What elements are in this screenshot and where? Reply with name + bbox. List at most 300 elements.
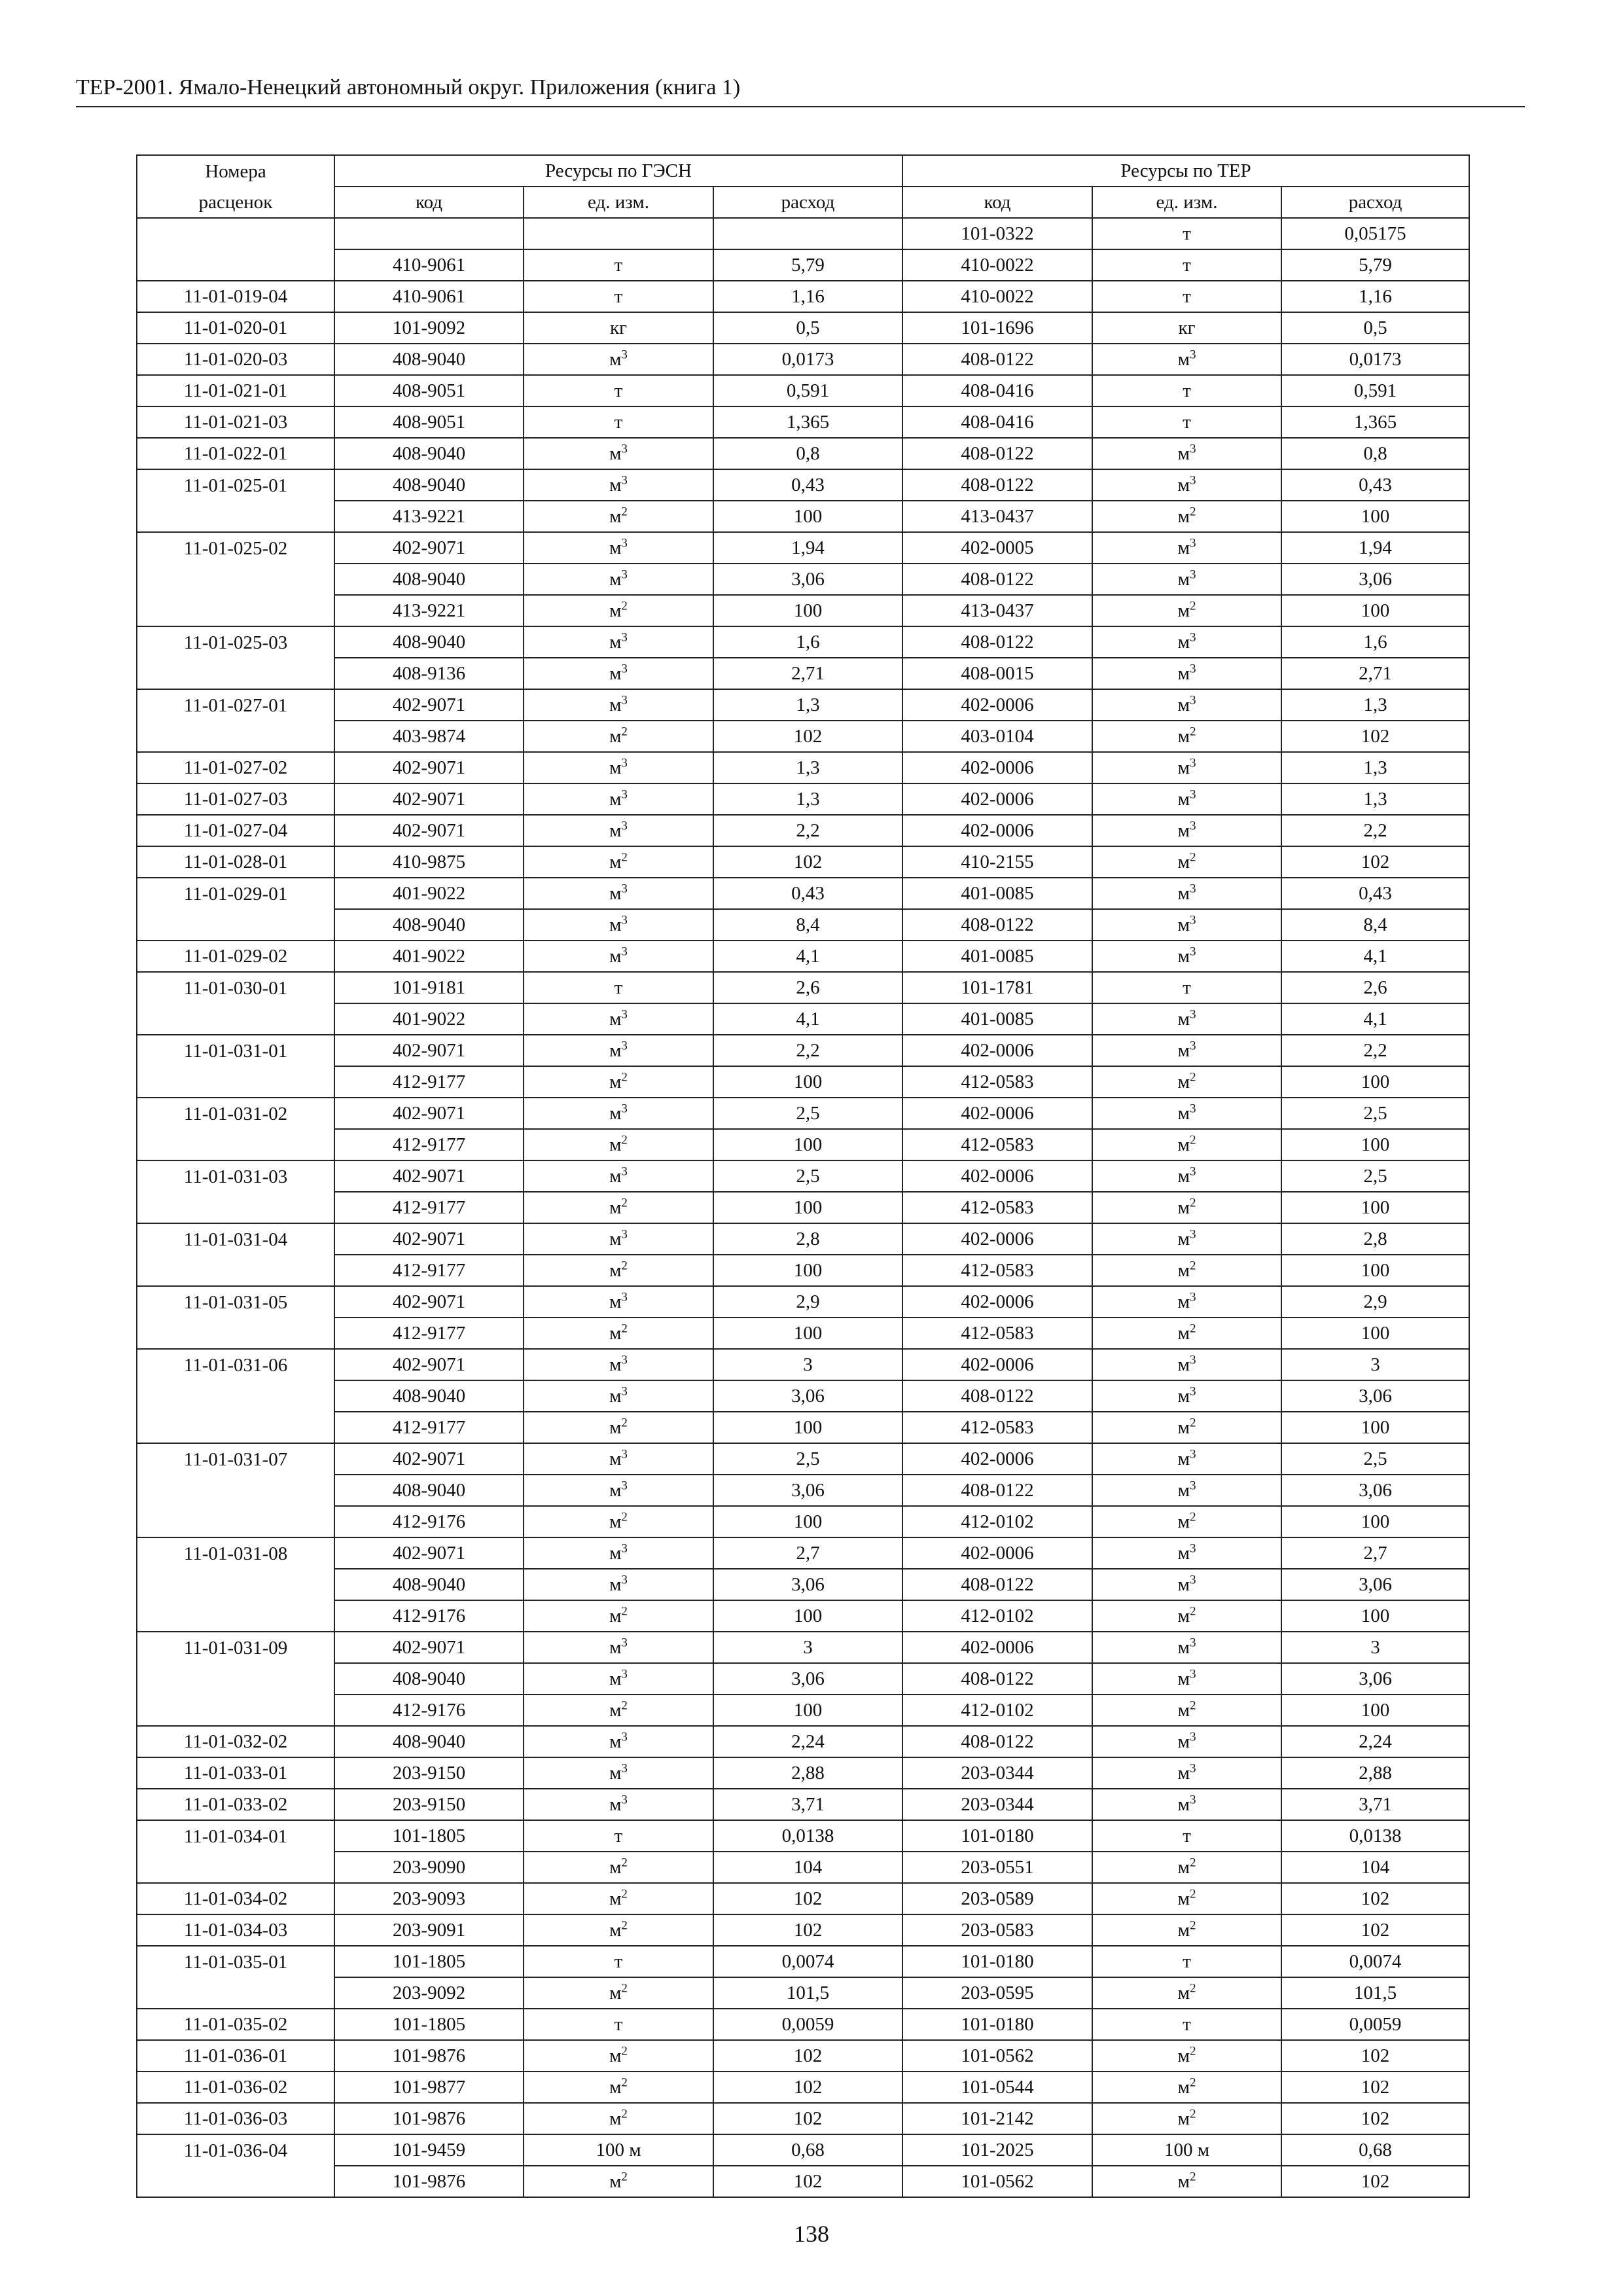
- gesn-code-cell: 402-9071: [334, 752, 524, 783]
- ter-consumption-cell: 5,79: [1281, 249, 1469, 281]
- table-row: [137, 469, 1469, 501]
- gesn-code-cell: 402-9071: [334, 783, 524, 815]
- ter-code-cell: 203-0595: [902, 1977, 1092, 2009]
- ter-unit-cell: $м^3$: [1092, 1160, 1281, 1192]
- ter-unit-cell: $м^3$: [1092, 1098, 1281, 1129]
- gesn-code-cell: 410-9061: [334, 281, 524, 312]
- table-row: [137, 1160, 1469, 1192]
- ter-consumption-cell: 100: [1281, 1600, 1469, 1632]
- ter-unit-cell: $м^3$: [1092, 438, 1281, 469]
- ter-code-cell: 101-0544: [902, 2072, 1092, 2103]
- gesn-code-cell: 408-9040: [334, 1475, 524, 1506]
- ter-code-cell: 401-0085: [902, 1003, 1092, 1035]
- gesn-unit-cell: т: [524, 375, 713, 406]
- gesn-unit-cell: $м^2$: [524, 2166, 713, 2197]
- ter-consumption-cell: 100: [1281, 1255, 1469, 1286]
- gesn-code-cell: 412-9177: [334, 1412, 524, 1443]
- ter-consumption-cell: 100: [1281, 1192, 1469, 1223]
- ter-unit-cell: т: [1092, 1820, 1281, 1852]
- table-row: [137, 595, 1469, 626]
- ter-consumption-cell: 0,5: [1281, 312, 1469, 344]
- table-row: [137, 1349, 1469, 1380]
- ter-consumption-cell: 1,365: [1281, 406, 1469, 438]
- table-row: [137, 783, 1469, 815]
- ter-unit-cell: $м^3$: [1092, 1757, 1281, 1789]
- ter-unit-cell: $м^2$: [1092, 2103, 1281, 2134]
- ter-code-cell: 413-0437: [902, 595, 1092, 626]
- gesn-code-cell: 408-9040: [334, 1726, 524, 1757]
- ter-code-cell: 402-0006: [902, 752, 1092, 783]
- table-row: [137, 1129, 1469, 1160]
- ter-unit-cell: $м^2$: [1092, 2166, 1281, 2197]
- ter-unit-cell: $м^2$: [1092, 721, 1281, 752]
- gesn-consumption-cell: 2,7: [713, 1537, 902, 1569]
- table-row: [137, 1223, 1469, 1255]
- ter-code-cell: 101-0322: [902, 218, 1092, 249]
- ter-unit-cell: $м^2$: [1092, 501, 1281, 532]
- table-row: [137, 1443, 1469, 1475]
- gesn-consumption-cell: 3: [713, 1349, 902, 1380]
- ter-consumption-cell: 3,06: [1281, 1569, 1469, 1600]
- ter-consumption-cell: 104: [1281, 1852, 1469, 1883]
- gesn-unit-cell: $м^2$: [524, 2072, 713, 2103]
- gesn-code-cell: 402-9071: [334, 1160, 524, 1192]
- ter-code-cell: 101-0180: [902, 2009, 1092, 2040]
- ter-unit-cell: $м^2$: [1092, 1129, 1281, 1160]
- ter-consumption-cell: 100: [1281, 1695, 1469, 1726]
- ter-unit-cell: $м^2$: [1092, 2072, 1281, 2103]
- rate-number-cell: 11-01-025-01: [137, 469, 334, 501]
- gesn-unit-cell: т: [524, 406, 713, 438]
- rate-number-cell: 11-01-027-02: [137, 752, 334, 783]
- gesn-code-cell: 412-9177: [334, 1255, 524, 1286]
- ter-code-cell: 402-0006: [902, 689, 1092, 721]
- gesn-consumption-cell: 100: [713, 1600, 902, 1632]
- gesn-consumption-cell: 1,3: [713, 752, 902, 783]
- ter-consumption-cell: 102: [1281, 1883, 1469, 1914]
- gesn-unit-cell: $м^2$: [524, 2103, 713, 2134]
- gesn-code-cell: 101-9876: [334, 2040, 524, 2072]
- gesn-consumption-cell: 4,1: [713, 941, 902, 972]
- gesn-unit-cell: $м^3$: [524, 1380, 713, 1412]
- table-row: [137, 406, 1469, 438]
- ter-consumption-cell: 0,0059: [1281, 2009, 1469, 2040]
- rate-number-cell: [137, 1663, 334, 1695]
- gesn-consumption-cell: 100: [713, 595, 902, 626]
- gesn-unit-cell: $м^3$: [524, 344, 713, 375]
- gesn-unit-cell: $м^3$: [524, 878, 713, 909]
- gesn-code-cell: 101-9876: [334, 2103, 524, 2134]
- ter-unit-cell: $м^3$: [1092, 752, 1281, 783]
- gesn-unit-cell: $м^2$: [524, 1506, 713, 1537]
- ter-unit-cell: кг: [1092, 312, 1281, 344]
- rate-number-cell: 11-01-028-01: [137, 846, 334, 878]
- gesn-consumption-cell: 0,43: [713, 878, 902, 909]
- gesn-unit-cell: $м^3$: [524, 1757, 713, 1789]
- rate-number-cell: 11-01-021-03: [137, 406, 334, 438]
- ter-consumption-cell: 2,8: [1281, 1223, 1469, 1255]
- gesn-code-cell: 402-9071: [334, 1035, 524, 1066]
- ter-unit-cell: $м^3$: [1092, 1035, 1281, 1066]
- rate-number-cell: 11-01-022-01: [137, 438, 334, 469]
- rate-number-cell: 11-01-031-08: [137, 1537, 334, 1569]
- ter-code-cell: 101-1781: [902, 972, 1092, 1003]
- gesn-unit-cell: [524, 218, 713, 249]
- table-row: [137, 1695, 1469, 1726]
- ter-unit-cell: 100 м: [1092, 2134, 1281, 2166]
- gesn-unit-cell: $м^2$: [524, 595, 713, 626]
- gesn-consumption-cell: 102: [713, 721, 902, 752]
- table-row: [137, 375, 1469, 406]
- gesn-consumption-cell: 2,6: [713, 972, 902, 1003]
- ter-consumption-cell: 8,4: [1281, 909, 1469, 941]
- rate-number-cell: [137, 2166, 334, 2197]
- table-row: [137, 815, 1469, 846]
- gesn-unit-cell: $м^2$: [524, 1066, 713, 1098]
- gesn-consumption-cell: 3: [713, 1632, 902, 1663]
- table-row: [137, 218, 1469, 249]
- rate-number-cell: [137, 1852, 334, 1883]
- ter-code-cell: 412-0583: [902, 1066, 1092, 1098]
- gesn-code-cell: 203-9092: [334, 1977, 524, 2009]
- gesn-unit-cell: т: [524, 249, 713, 281]
- table-row: [137, 501, 1469, 532]
- gesn-unit-cell: $м^3$: [524, 1789, 713, 1820]
- ter-consumption-cell: 102: [1281, 721, 1469, 752]
- gesn-consumption-cell: 0,5: [713, 312, 902, 344]
- gesn-consumption-cell: 104: [713, 1852, 902, 1883]
- ter-code-cell: 101-0180: [902, 1820, 1092, 1852]
- ter-code-cell: 402-0006: [902, 783, 1092, 815]
- gesn-unit-cell: $м^2$: [524, 1695, 713, 1726]
- ter-code-cell: 101-0562: [902, 2166, 1092, 2197]
- ter-unit-cell: $м^3$: [1092, 532, 1281, 564]
- ter-consumption-cell: 102: [1281, 1914, 1469, 1946]
- table-row: [137, 2103, 1469, 2134]
- gesn-code-cell: 412-9176: [334, 1695, 524, 1726]
- rate-number-cell: 11-01-029-02: [137, 941, 334, 972]
- table-row: [137, 1663, 1469, 1695]
- ter-code-cell: 203-0551: [902, 1852, 1092, 1883]
- ter-code-cell: 402-0006: [902, 1286, 1092, 1318]
- gesn-unit-cell: $м^2$: [524, 1852, 713, 1883]
- gesn-consumption-cell: 2,9: [713, 1286, 902, 1318]
- ter-unit-cell: $м^2$: [1092, 1066, 1281, 1098]
- gesn-unit-cell: т: [524, 1820, 713, 1852]
- gesn-consumption-cell: 0,0173: [713, 344, 902, 375]
- gesn-consumption-cell: 0,0138: [713, 1820, 902, 1852]
- gesn-unit-cell: $м^3$: [524, 438, 713, 469]
- gesn-code-cell: 402-9071: [334, 1632, 524, 1663]
- table-row: [137, 2166, 1469, 2197]
- rate-number-cell: 11-01-031-09: [137, 1632, 334, 1663]
- gesn-unit-cell: $м^3$: [524, 469, 713, 501]
- ter-consumption-cell: 0,8: [1281, 438, 1469, 469]
- ter-unit-cell: $м^2$: [1092, 1506, 1281, 1537]
- table-row: [137, 752, 1469, 783]
- table-row: [137, 1098, 1469, 1129]
- ter-code-cell: 203-0583: [902, 1914, 1092, 1946]
- ter-unit-cell: т: [1092, 1946, 1281, 1977]
- table-row: [137, 1726, 1469, 1757]
- gesn-unit-cell: $м^3$: [524, 909, 713, 941]
- ter-unit-cell: $м^3$: [1092, 1003, 1281, 1035]
- table-row: [137, 1883, 1469, 1914]
- ter-code-cell: 101-0180: [902, 1946, 1092, 1977]
- rate-number-cell: 11-01-031-05: [137, 1286, 334, 1318]
- ter-code-cell: 412-0583: [902, 1192, 1092, 1223]
- gesn-unit-cell: $м^3$: [524, 1223, 713, 1255]
- resources-table-container: [136, 154, 1469, 2198]
- ter-code-cell: 402-0006: [902, 1160, 1092, 1192]
- rate-number-cell: 11-01-031-06: [137, 1349, 334, 1380]
- gesn-code-cell: 412-9177: [334, 1066, 524, 1098]
- header-rate-numbers-line1: Номера: [137, 155, 334, 187]
- gesn-unit-cell: $м^3$: [524, 1003, 713, 1035]
- ter-consumption-cell: 100: [1281, 1129, 1469, 1160]
- gesn-consumption-cell: 1,3: [713, 689, 902, 721]
- ter-unit-cell: $м^3$: [1092, 1349, 1281, 1380]
- gesn-unit-cell: $м^2$: [524, 1412, 713, 1443]
- table-row: [137, 1632, 1469, 1663]
- ter-unit-cell: $м^3$: [1092, 564, 1281, 595]
- gesn-code-cell: 408-9040: [334, 909, 524, 941]
- ter-code-cell: 101-1696: [902, 312, 1092, 344]
- gesn-code-cell: 101-9092: [334, 312, 524, 344]
- ter-unit-cell: $м^3$: [1092, 1663, 1281, 1695]
- resources-table: [136, 154, 1470, 2198]
- ter-consumption-cell: 100: [1281, 595, 1469, 626]
- gesn-code-cell: 401-9022: [334, 941, 524, 972]
- gesn-code-cell: 412-9177: [334, 1129, 524, 1160]
- gesn-unit-cell: $м^2$: [524, 1977, 713, 2009]
- gesn-unit-cell: $м^2$: [524, 1129, 713, 1160]
- ter-consumption-cell: 3,06: [1281, 1380, 1469, 1412]
- gesn-consumption-cell: 100: [713, 1066, 902, 1098]
- ter-consumption-cell: 1,3: [1281, 783, 1469, 815]
- rate-number-cell: [137, 1977, 334, 2009]
- gesn-unit-cell: $м^3$: [524, 1160, 713, 1192]
- ter-consumption-cell: 4,1: [1281, 941, 1469, 972]
- ter-consumption-cell: 2,2: [1281, 815, 1469, 846]
- table-row: [137, 689, 1469, 721]
- ter-consumption-cell: 102: [1281, 2072, 1469, 2103]
- gesn-unit-cell: $м^2$: [524, 501, 713, 532]
- gesn-unit-cell: $м^3$: [524, 532, 713, 564]
- table-row: [137, 1286, 1469, 1318]
- ter-code-cell: 412-0583: [902, 1318, 1092, 1349]
- table-row: [137, 1380, 1469, 1412]
- ter-unit-cell: т: [1092, 375, 1281, 406]
- ter-consumption-cell: 0,05175: [1281, 218, 1469, 249]
- ter-code-cell: 402-0006: [902, 815, 1092, 846]
- gesn-unit-cell: $м^3$: [524, 815, 713, 846]
- gesn-code-cell: 410-9061: [334, 249, 524, 281]
- table-row: [137, 1035, 1469, 1066]
- ter-code-cell: 402-0006: [902, 1349, 1092, 1380]
- gesn-consumption-cell: 1,94: [713, 532, 902, 564]
- rate-number-cell: 11-01-029-01: [137, 878, 334, 909]
- ter-code-cell: 408-0122: [902, 469, 1092, 501]
- gesn-code-cell: 203-9093: [334, 1883, 524, 1914]
- gesn-code-cell: 408-9051: [334, 375, 524, 406]
- ter-code-cell: 402-0006: [902, 1223, 1092, 1255]
- table-row: [137, 1066, 1469, 1098]
- ter-code-cell: 402-0006: [902, 1632, 1092, 1663]
- gesn-consumption-cell: 3,71: [713, 1789, 902, 1820]
- table-row: [137, 1977, 1469, 2009]
- header-gesn-resources: Ресурсы по ГЭСН: [334, 155, 902, 187]
- gesn-code-cell: 408-9040: [334, 469, 524, 501]
- rate-number-cell: 11-01-036-04: [137, 2134, 334, 2166]
- gesn-unit-cell: $м^3$: [524, 1726, 713, 1757]
- gesn-consumption-cell: 0,68: [713, 2134, 902, 2166]
- gesn-consumption-cell: 0,591: [713, 375, 902, 406]
- ter-consumption-cell: 2,2: [1281, 1035, 1469, 1066]
- gesn-consumption-cell: 1,6: [713, 626, 902, 658]
- ter-consumption-cell: 0,0173: [1281, 344, 1469, 375]
- ter-unit-cell: $м^3$: [1092, 878, 1281, 909]
- gesn-code-cell: 408-9040: [334, 1663, 524, 1695]
- ter-consumption-cell: 3,06: [1281, 564, 1469, 595]
- ter-unit-cell: $м^2$: [1092, 1977, 1281, 2009]
- gesn-unit-cell: кг: [524, 312, 713, 344]
- gesn-unit-cell: т: [524, 972, 713, 1003]
- header-ter-resources: Ресурсы по ТЕР: [902, 155, 1469, 187]
- rate-number-cell: 11-01-033-02: [137, 1789, 334, 1820]
- rate-number-cell: [137, 1569, 334, 1600]
- ter-unit-cell: т: [1092, 406, 1281, 438]
- ter-unit-cell: $м^3$: [1092, 658, 1281, 689]
- gesn-consumption-cell: [713, 218, 902, 249]
- gesn-unit-cell: $м^3$: [524, 626, 713, 658]
- ter-unit-cell: $м^3$: [1092, 1223, 1281, 1255]
- gesn-code-cell: 408-9040: [334, 1380, 524, 1412]
- gesn-code-cell: 402-9071: [334, 532, 524, 564]
- gesn-consumption-cell: 100: [713, 1695, 902, 1726]
- gesn-unit-cell: $м^3$: [524, 1569, 713, 1600]
- rate-number-cell: 11-01-031-04: [137, 1223, 334, 1255]
- gesn-code-cell: 412-9177: [334, 1318, 524, 1349]
- gesn-code-cell: 203-9090: [334, 1852, 524, 1883]
- ter-consumption-cell: 100: [1281, 1506, 1469, 1537]
- gesn-consumption-cell: 3,06: [713, 1380, 902, 1412]
- ter-unit-cell: $м^2$: [1092, 1914, 1281, 1946]
- ter-code-cell: 408-0416: [902, 406, 1092, 438]
- gesn-consumption-cell: 2,71: [713, 658, 902, 689]
- ter-unit-cell: $м^2$: [1092, 1600, 1281, 1632]
- ter-code-cell: 403-0104: [902, 721, 1092, 752]
- rate-number-cell: 11-01-031-07: [137, 1443, 334, 1475]
- gesn-unit-cell: т: [524, 281, 713, 312]
- gesn-consumption-cell: 3,06: [713, 1663, 902, 1695]
- gesn-code-cell: 403-9874: [334, 721, 524, 752]
- gesn-consumption-cell: 2,2: [713, 1035, 902, 1066]
- gesn-code-cell: 402-9071: [334, 1098, 524, 1129]
- gesn-consumption-cell: 2,2: [713, 815, 902, 846]
- rate-number-cell: 11-01-020-01: [137, 312, 334, 344]
- table-row: [137, 2072, 1469, 2103]
- gesn-code-cell: 101-9877: [334, 2072, 524, 2103]
- table-row: [137, 438, 1469, 469]
- gesn-consumption-cell: 3,06: [713, 1475, 902, 1506]
- table-row: [137, 721, 1469, 752]
- gesn-unit-cell: $м^2$: [524, 1318, 713, 1349]
- ter-consumption-cell: 2,9: [1281, 1286, 1469, 1318]
- ter-unit-cell: $м^3$: [1092, 1286, 1281, 1318]
- gesn-code-cell: 203-9091: [334, 1914, 524, 1946]
- gesn-code-cell: 408-9051: [334, 406, 524, 438]
- gesn-consumption-cell: 0,0059: [713, 2009, 902, 2040]
- gesn-unit-cell: $м^3$: [524, 1443, 713, 1475]
- page-number: 138: [794, 2221, 829, 2247]
- table-row: [137, 1506, 1469, 1537]
- gesn-code-cell: 408-9040: [334, 564, 524, 595]
- rate-number-cell: [137, 1695, 334, 1726]
- table-row: [137, 1412, 1469, 1443]
- ter-unit-cell: $м^3$: [1092, 1726, 1281, 1757]
- ter-consumption-cell: 102: [1281, 846, 1469, 878]
- rate-number-cell: 11-01-031-02: [137, 1098, 334, 1129]
- gesn-consumption-cell: 3,06: [713, 564, 902, 595]
- gesn-consumption-cell: 2,5: [713, 1098, 902, 1129]
- table-row: [137, 1600, 1469, 1632]
- header-ter-consumption: расход: [1281, 187, 1469, 218]
- ter-code-cell: 203-0344: [902, 1757, 1092, 1789]
- gesn-consumption-cell: 3,06: [713, 1569, 902, 1600]
- ter-unit-cell: $м^3$: [1092, 1475, 1281, 1506]
- ter-unit-cell: $м^3$: [1092, 1789, 1281, 1820]
- ter-unit-cell: $м^2$: [1092, 2040, 1281, 2072]
- ter-consumption-cell: 3,06: [1281, 1663, 1469, 1695]
- ter-unit-cell: $м^3$: [1092, 783, 1281, 815]
- ter-code-cell: 408-0122: [902, 909, 1092, 941]
- ter-code-cell: 413-0437: [902, 501, 1092, 532]
- gesn-unit-cell: т: [524, 2009, 713, 2040]
- gesn-code-cell: 408-9040: [334, 626, 524, 658]
- rate-number-cell: [137, 1506, 334, 1537]
- gesn-consumption-cell: 0,0074: [713, 1946, 902, 1977]
- table-row: [137, 312, 1469, 344]
- ter-unit-cell: т: [1092, 218, 1281, 249]
- rate-number-cell: 11-01-033-01: [137, 1757, 334, 1789]
- ter-consumption-cell: 101,5: [1281, 1977, 1469, 2009]
- gesn-unit-cell: $м^3$: [524, 1632, 713, 1663]
- ter-consumption-cell: 1,94: [1281, 532, 1469, 564]
- ter-consumption-cell: 1,6: [1281, 626, 1469, 658]
- gesn-consumption-cell: 100: [713, 1318, 902, 1349]
- ter-unit-cell: $м^3$: [1092, 1569, 1281, 1600]
- ter-consumption-cell: 2,88: [1281, 1757, 1469, 1789]
- gesn-code-cell: 402-9071: [334, 1537, 524, 1569]
- ter-code-cell: 408-0122: [902, 1380, 1092, 1412]
- table-row: [137, 626, 1469, 658]
- rate-number-cell: 11-01-031-03: [137, 1160, 334, 1192]
- ter-code-cell: 402-0006: [902, 1098, 1092, 1129]
- ter-consumption-cell: 100: [1281, 501, 1469, 532]
- rate-number-cell: [137, 1255, 334, 1286]
- ter-consumption-cell: 102: [1281, 2103, 1469, 2134]
- ter-consumption-cell: 2,71: [1281, 658, 1469, 689]
- gesn-code-cell: 101-9459: [334, 2134, 524, 2166]
- page-header: [76, 73, 1525, 107]
- table-row: [137, 1946, 1469, 1977]
- ter-consumption-cell: 2,6: [1281, 972, 1469, 1003]
- rate-number-cell: 11-01-025-02: [137, 532, 334, 564]
- rate-number-cell: [137, 1003, 334, 1035]
- ter-consumption-cell: 2,7: [1281, 1537, 1469, 1569]
- document-title: ТЕР-2001. Ямало-Ненецкий автономный округ. Приложения (книга 1): [76, 75, 741, 99]
